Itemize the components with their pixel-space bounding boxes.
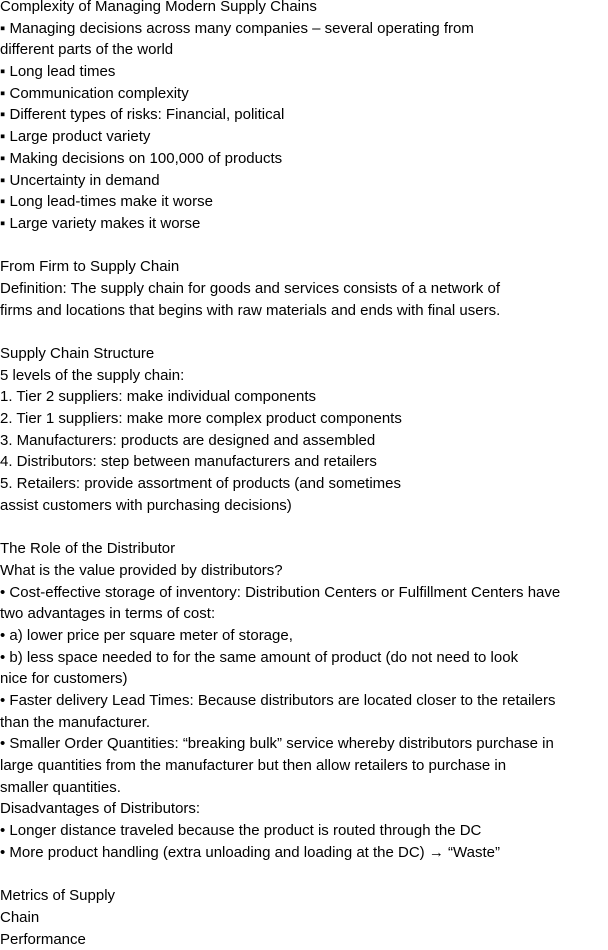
text-line: assist customers with purchasing decisions)	[0, 496, 292, 514]
section-heading: Chain	[0, 908, 40, 926]
numbered-line: 5. Retailers: provide assortment of products (and sometimes	[0, 475, 402, 493]
bullet-line: ▪ Long lead times	[0, 63, 116, 81]
bullet-line: ▪ Different types of risks: Financial, political	[0, 106, 285, 124]
section-heading: Supply Chain Structure	[0, 345, 155, 362]
section-role-of-distributor	[0, 538, 608, 863]
section-metrics	[0, 885, 608, 950]
numbered-line: 4. Distributors: step between manufacturers and retailers	[0, 453, 377, 471]
paragraph-gap	[0, 321, 608, 343]
text-line: different parts of the world	[0, 41, 174, 59]
numbered-line: 3. Manufacturers: products are designed and assembled	[0, 431, 376, 449]
bullet-line: • a) lower price per square meter of storage,	[0, 626, 293, 644]
bullet-line: ▪ Making decisions on 100,000 of products	[0, 149, 283, 167]
bullet-line: • Longer distance traveled because the product is routed through the DC	[0, 822, 482, 840]
section-heading: The Role of the Distributor	[0, 540, 176, 558]
subheading: Disadvantages of Distributors:	[0, 800, 201, 818]
bullet-line: ▪ Large variety makes it worse	[0, 214, 201, 232]
section-complexity	[0, 0, 608, 235]
bullet-line: ▪ Long lead-times make it worse	[0, 193, 213, 211]
bullet-line: • More product handling (extra unloading and loading at the DC) → “Waste”	[0, 843, 500, 861]
bullet-line: ▪ Uncertainty in demand	[0, 171, 160, 189]
numbered-line: 2. Tier 1 suppliers: make more complex product components	[0, 410, 402, 428]
section-supply-chain-structure	[0, 343, 608, 517]
bullet-line: • b) less space needed to for the same amount of product (do not need to look	[0, 648, 519, 666]
paragraph-gap	[0, 864, 608, 886]
bullet-line: • Smaller Order Quantities: “breaking bulk” service whereby distributors purchase in	[0, 735, 554, 753]
section-heading: Metrics of Supply	[0, 887, 116, 905]
bullet-line: ▪ Managing decisions across many companies – several operating from	[0, 19, 474, 37]
text-line: smaller quantities.	[0, 778, 121, 796]
numbered-line: 1. Tier 2 suppliers: make individual components	[0, 388, 316, 406]
bullet-line: ▪ Large product variety	[0, 128, 151, 146]
text-line: 5 levels of the supply chain:	[0, 366, 185, 384]
bullet-line: • Cost-effective storage of inventory: Distribution Centers or Fulfillment Centers have	[0, 583, 561, 601]
text-line: two advantages in terms of cost:	[0, 605, 216, 623]
paragraph-gap	[0, 235, 608, 257]
text-line: Definition: The supply chain for goods and services consists of a network of	[0, 279, 500, 297]
text-line: nice for customers)	[0, 670, 128, 688]
section-heading: Performance	[0, 930, 86, 948]
bullet-line: ▪ Communication complexity	[0, 84, 189, 102]
text-line: than the manufacturer.	[0, 713, 151, 731]
text-line: large quantities from the manufacturer but then allow retailers to purchase in	[0, 757, 507, 775]
section-firm-to-supply-chain	[0, 256, 608, 321]
section-heading: Complexity of Managing Modern Supply Chains	[0, 0, 317, 15]
section-heading: From Firm to Supply Chain	[0, 258, 180, 276]
text-line: firms and locations that begins with raw materials and ends with final users.	[0, 301, 501, 319]
text-line: What is the value provided by distributors?	[0, 561, 283, 579]
paragraph-gap	[0, 517, 608, 539]
bullet-line: • Faster delivery Lead Times: Because distributors are located closer to the retailers	[0, 692, 556, 709]
